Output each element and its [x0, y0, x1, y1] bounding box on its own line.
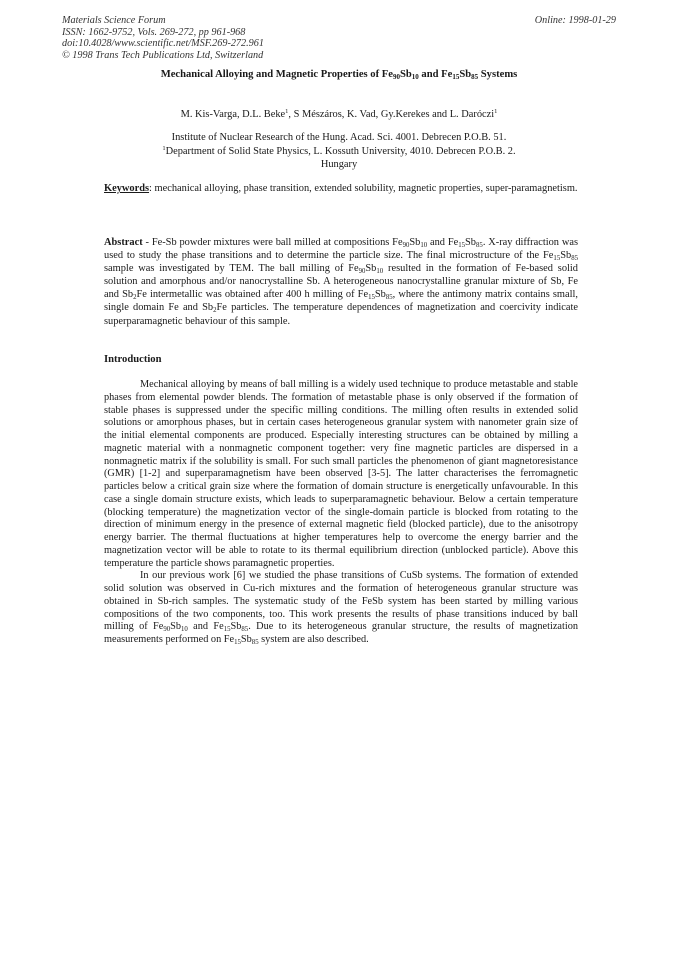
affiliations [62, 131, 616, 172]
intro-paragraph-1: Mechanical alloying by means of ball milling is a widely used technique to produce metastable and stable phases from elemental powder blends. The formation of metastable phase is only observed if the formation of stable phases is suppressed under the specific milling conditions. The milling often results in extended solid solutions or amorphous phases, but in certain cases heterogeneous granular system with nanometer grain size of the initial elemental components are produced. Especially interesting structures can be obtained by milling a magnetic material with a nonmagnetic component together: very fine magnetic particles are dispersed in a nonmagnetic matrix if the solubility is small. For such small particles the phenomenon of giant magnetoresistance (GMR) [1-2] and superparamagnetism have been observed [3-5]. The latter characterises the ferromagnetic particles below a critical grain size where the formation of domain structure is energetically unfavourable. In this case a single domain structure exists, which leads to superparamagnetic behaviour. Below a certain temperature (blocking temperature) the magnetization vector of the single-domain particle is blocked from rotating to the direction of minimum energy in the presence of external magnetic field (blocked particle), due to the anisotropy energy barrier. The thermal fluctuations at higher temperatures help to overcome the energy barrier and the magnetization vector will be able to rotate to its thermal equilibrium direction (unblocked particle). Above this temperature the particle shows paramagnetic properties. [104, 379, 578, 569]
keywords-text: : mechanical alloying, phase transition, extended solubility, magnetic properties, super-paramagnetism. [149, 183, 578, 194]
journal-name: Materials Science Forum [62, 15, 166, 26]
affiliation-country: Hungary [320, 159, 358, 170]
abstract-label: Abstract [104, 237, 143, 248]
introduction-body [104, 379, 578, 647]
keywords [104, 182, 578, 195]
keywords-label: Keywords [104, 183, 150, 194]
paper-title: Mechanical Alloying and Magnetic Properties of $Fe_{90}Sb_{10}$ and $Fe_{15}Sb_{85}$ Systems [160, 69, 518, 81]
affiliation-1: Institute of Nuclear Research of the Hung. Acad. Sci. 4001. Debrecen P.O.B. 51. [171, 132, 507, 143]
online-date: Online: 1998-01-29 [534, 15, 616, 26]
affiliation-2: $^1$Department of Solid State Physics, L. Kossuth University, 4010. Debrecen P.O.B. 2. [162, 144, 516, 157]
abstract: Abstract - Fe-Sb powder mixtures were ball milled at compositions $Fe_{90}Sb_{10}$ and $Fe_{15}Sb_{85}$. X-ray diffraction was used to study the phase transitions and to determine the particle size. The final microstructure of the $Fe_{15}Sb_{85}$ sample was investigated by TEM. The ball milling of $Fe_{90}Sb_{10}$ resulted in the formation of Fe-based solid solution and amorphous and/or nanocrystalline Sb. A heterogeneous nanocrystalline granular mixture of Sb, Fe and $Sb_2Fe$ intermetallic was obtained after 400 h milling of $Fe_{15}Sb_{85}$, where the antimony matrix contains small, single domain Fe and $Sb_2Fe$ particles. The temperature dependences of magnetization and coercivity indicate superparamagnetic behaviour of this sample. [104, 237, 578, 327]
introduction-heading: Introduction [104, 354, 162, 365]
author-list: M. Kis-Varga, D.L. Beke$^1$, S Mészáros, K. Vad, Gy.Kerekes and L. Daróczi$^1$ [180, 108, 498, 120]
journal-header [62, 15, 264, 61]
issn-line: ISSN: 1662-9752, Vols. 269-272, pp 961-968 [62, 26, 246, 38]
copyright-line: © 1998 Trans Tech Publications Ltd, Switzerland [62, 49, 264, 61]
doi-line[interactable]: doi:10.4028/www.scientific.net/MSF.269-272.961 [62, 38, 264, 50]
intro-paragraph-2: In our previous work [6] we studied the phase transitions of CuSb systems. The formation of extended solid solution was observed in Cu-rich mixtures and the formation of heterogeneous granular structure was obtained in Sb-rich samples. The systematic study of the FeSb system has been started by milling various compositions of the two components, too. This work presents the results of phase transitions induced by ball milling of $Fe_{90}Sb_{10}$ and $Fe_{15}Sb_{85}$. Due to its heterogeneous granular structure, the results of magnetization measurements performed on $Fe_{15}Sb_{85}$ system are also described. [104, 570, 578, 646]
